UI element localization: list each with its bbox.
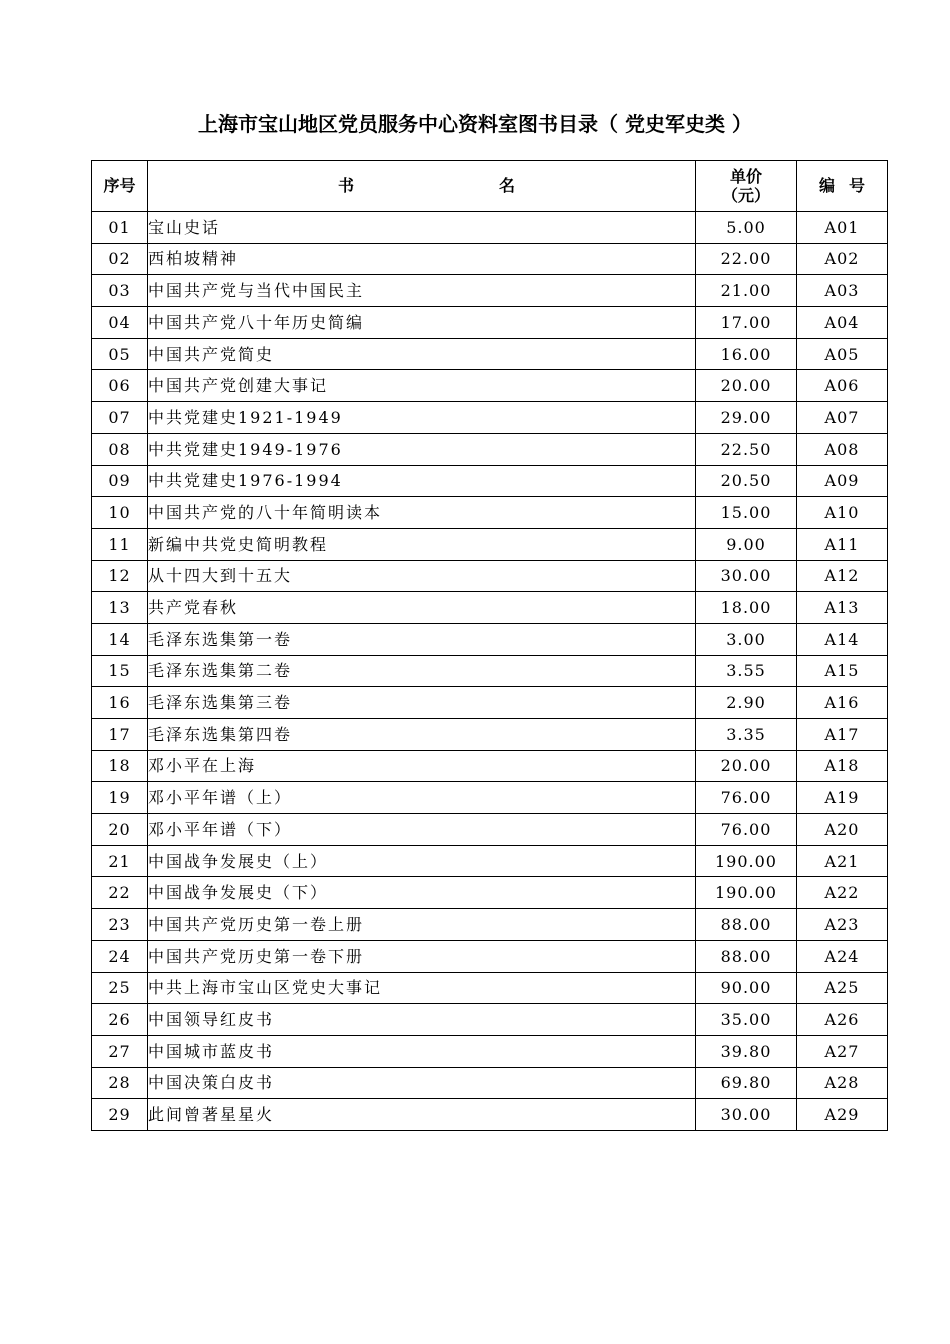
row-seq: 24 (92, 940, 148, 972)
table-row (92, 370, 888, 402)
table-row (92, 592, 888, 624)
table-row (92, 750, 888, 782)
row-seq: 06 (92, 370, 148, 402)
row-seq: 28 (92, 1067, 148, 1099)
row-book-name: 毛泽东选集第一卷 (148, 623, 696, 655)
row-seq: 13 (92, 592, 148, 624)
row-seq: 21 (92, 845, 148, 877)
row-code: A25 (797, 972, 888, 1004)
row-code: A16 (797, 687, 888, 719)
row-price: 39.80 (696, 1035, 797, 1067)
row-book-name: 新编中共党史简明教程 (148, 528, 696, 560)
row-book-name: 中共上海市宝山区党史大事记 (148, 972, 696, 1004)
table-row (92, 1035, 888, 1067)
row-code: A20 (797, 814, 888, 846)
row-code: A01 (797, 212, 888, 244)
row-book-name: 中国战争发展史（上） (148, 845, 696, 877)
row-code: A07 (797, 402, 888, 434)
row-price: 30.00 (696, 560, 797, 592)
row-code: A14 (797, 623, 888, 655)
header-name-part2: 名 (498, 176, 515, 196)
row-code: A27 (797, 1035, 888, 1067)
row-seq: 25 (92, 972, 148, 1004)
row-price: 30.00 (696, 1099, 797, 1131)
row-seq: 12 (92, 560, 148, 592)
header-name (148, 161, 696, 212)
header-name-part1: 书 (338, 176, 355, 196)
row-code: A12 (797, 560, 888, 592)
row-code: A22 (797, 877, 888, 909)
row-code: A24 (797, 940, 888, 972)
row-seq: 10 (92, 497, 148, 529)
row-seq: 18 (92, 750, 148, 782)
table-row (92, 497, 888, 529)
row-price: 20.50 (696, 465, 797, 497)
row-seq: 27 (92, 1035, 148, 1067)
row-book-name: 西柏坡精神 (148, 243, 696, 275)
table-row (92, 465, 888, 497)
row-price: 35.00 (696, 1004, 797, 1036)
row-seq: 20 (92, 814, 148, 846)
row-code: A10 (797, 497, 888, 529)
row-seq: 09 (92, 465, 148, 497)
row-code: A04 (797, 307, 888, 339)
row-price: 5.00 (696, 212, 797, 244)
header-seq: 序号 (92, 161, 148, 212)
row-seq: 05 (92, 338, 148, 370)
row-seq: 11 (92, 528, 148, 560)
table-row (92, 307, 888, 339)
row-book-name: 中国共产党创建大事记 (148, 370, 696, 402)
table-row (92, 877, 888, 909)
row-book-name: 中国共产党八十年历史简编 (148, 307, 696, 339)
row-book-name: 毛泽东选集第三卷 (148, 687, 696, 719)
table-row (92, 814, 888, 846)
table-row (92, 275, 888, 307)
header-price-line1: 单价 (729, 166, 762, 186)
row-price: 18.00 (696, 592, 797, 624)
table-row (92, 433, 888, 465)
row-seq: 01 (92, 212, 148, 244)
row-seq: 16 (92, 687, 148, 719)
row-book-name: 中国决策白皮书 (148, 1067, 696, 1099)
row-price: 16.00 (696, 338, 797, 370)
table-row (92, 909, 888, 941)
book-catalog-table (91, 160, 888, 1131)
row-code: A09 (797, 465, 888, 497)
row-code: A28 (797, 1067, 888, 1099)
table-row (92, 972, 888, 1004)
row-book-name: 中国共产党的八十年简明读本 (148, 497, 696, 529)
row-price: 22.00 (696, 243, 797, 275)
page-title: 上海市宝山地区党员服务中心资料室图书目录（ 党史军史类 ） (198, 112, 752, 136)
row-code: A26 (797, 1004, 888, 1036)
table-row (92, 940, 888, 972)
row-code: A23 (797, 909, 888, 941)
table-row (92, 623, 888, 655)
row-code: A29 (797, 1099, 888, 1131)
row-code: A08 (797, 433, 888, 465)
table-row (92, 243, 888, 275)
row-book-name: 中国城市蓝皮书 (148, 1035, 696, 1067)
table-body (92, 212, 888, 1131)
row-seq: 29 (92, 1099, 148, 1131)
row-code: A15 (797, 655, 888, 687)
header-row (92, 161, 888, 212)
table-row (92, 1099, 888, 1131)
row-price: 29.00 (696, 402, 797, 434)
row-seq: 22 (92, 877, 148, 909)
table-header (92, 161, 888, 212)
table-row (92, 845, 888, 877)
row-code: A03 (797, 275, 888, 307)
row-price: 9.00 (696, 528, 797, 560)
row-price: 15.00 (696, 497, 797, 529)
row-book-name: 中国共产党简史 (148, 338, 696, 370)
row-book-name: 中共党建史1949-1976 (148, 433, 696, 465)
table-row (92, 402, 888, 434)
row-price: 3.00 (696, 623, 797, 655)
header-price-line2: （元） (721, 186, 770, 205)
row-price: 17.00 (696, 307, 797, 339)
row-price: 76.00 (696, 782, 797, 814)
row-seq: 19 (92, 782, 148, 814)
row-seq: 02 (92, 243, 148, 275)
row-book-name: 中国共产党历史第一卷上册 (148, 909, 696, 941)
row-seq: 15 (92, 655, 148, 687)
row-book-name: 共产党春秋 (148, 592, 696, 624)
row-code: A05 (797, 338, 888, 370)
row-code: A11 (797, 528, 888, 560)
header-price (696, 161, 797, 212)
header-code (797, 161, 888, 212)
row-code: A17 (797, 719, 888, 751)
row-price: 88.00 (696, 909, 797, 941)
row-price: 20.00 (696, 370, 797, 402)
row-seq: 14 (92, 623, 148, 655)
row-code: A18 (797, 750, 888, 782)
row-book-name: 毛泽东选集第四卷 (148, 719, 696, 751)
table-row (92, 782, 888, 814)
row-book-name: 邓小平年谱（上） (148, 782, 696, 814)
row-book-name: 从十四大到十五大 (148, 560, 696, 592)
row-book-name: 邓小平在上海 (148, 750, 696, 782)
table-row (92, 1067, 888, 1099)
row-price: 2.90 (696, 687, 797, 719)
row-seq: 04 (92, 307, 148, 339)
row-book-name: 中共党建史1976-1994 (148, 465, 696, 497)
table-row (92, 655, 888, 687)
row-price: 190.00 (696, 845, 797, 877)
row-price: 88.00 (696, 940, 797, 972)
row-book-name: 此间曾著星星火 (148, 1099, 696, 1131)
row-code: A21 (797, 845, 888, 877)
table-row (92, 212, 888, 244)
row-book-name: 中国共产党历史第一卷下册 (148, 940, 696, 972)
row-price: 76.00 (696, 814, 797, 846)
row-price: 20.00 (696, 750, 797, 782)
table-row (92, 528, 888, 560)
row-price: 3.55 (696, 655, 797, 687)
row-price: 190.00 (696, 877, 797, 909)
table-row (92, 687, 888, 719)
row-book-name: 宝山史话 (148, 212, 696, 244)
row-price: 90.00 (696, 972, 797, 1004)
row-price: 21.00 (696, 275, 797, 307)
header-code-label: 编号 (818, 176, 879, 196)
row-seq: 03 (92, 275, 148, 307)
row-price: 69.80 (696, 1067, 797, 1099)
table-row (92, 338, 888, 370)
row-book-name: 中国战争发展史（下） (148, 877, 696, 909)
row-code: A06 (797, 370, 888, 402)
table-row (92, 560, 888, 592)
row-code: A02 (797, 243, 888, 275)
row-book-name: 邓小平年谱（下） (148, 814, 696, 846)
row-price: 3.35 (696, 719, 797, 751)
row-code: A19 (797, 782, 888, 814)
row-seq: 17 (92, 719, 148, 751)
row-seq: 26 (92, 1004, 148, 1036)
row-book-name: 毛泽东选集第二卷 (148, 655, 696, 687)
row-book-name: 中国共产党与当代中国民主 (148, 275, 696, 307)
row-code: A13 (797, 592, 888, 624)
row-price: 22.50 (696, 433, 797, 465)
table-row (92, 719, 888, 751)
row-seq: 07 (92, 402, 148, 434)
row-seq: 23 (92, 909, 148, 941)
row-book-name: 中共党建史1921-1949 (148, 402, 696, 434)
row-book-name: 中国领导红皮书 (148, 1004, 696, 1036)
row-seq: 08 (92, 433, 148, 465)
table-row (92, 1004, 888, 1036)
